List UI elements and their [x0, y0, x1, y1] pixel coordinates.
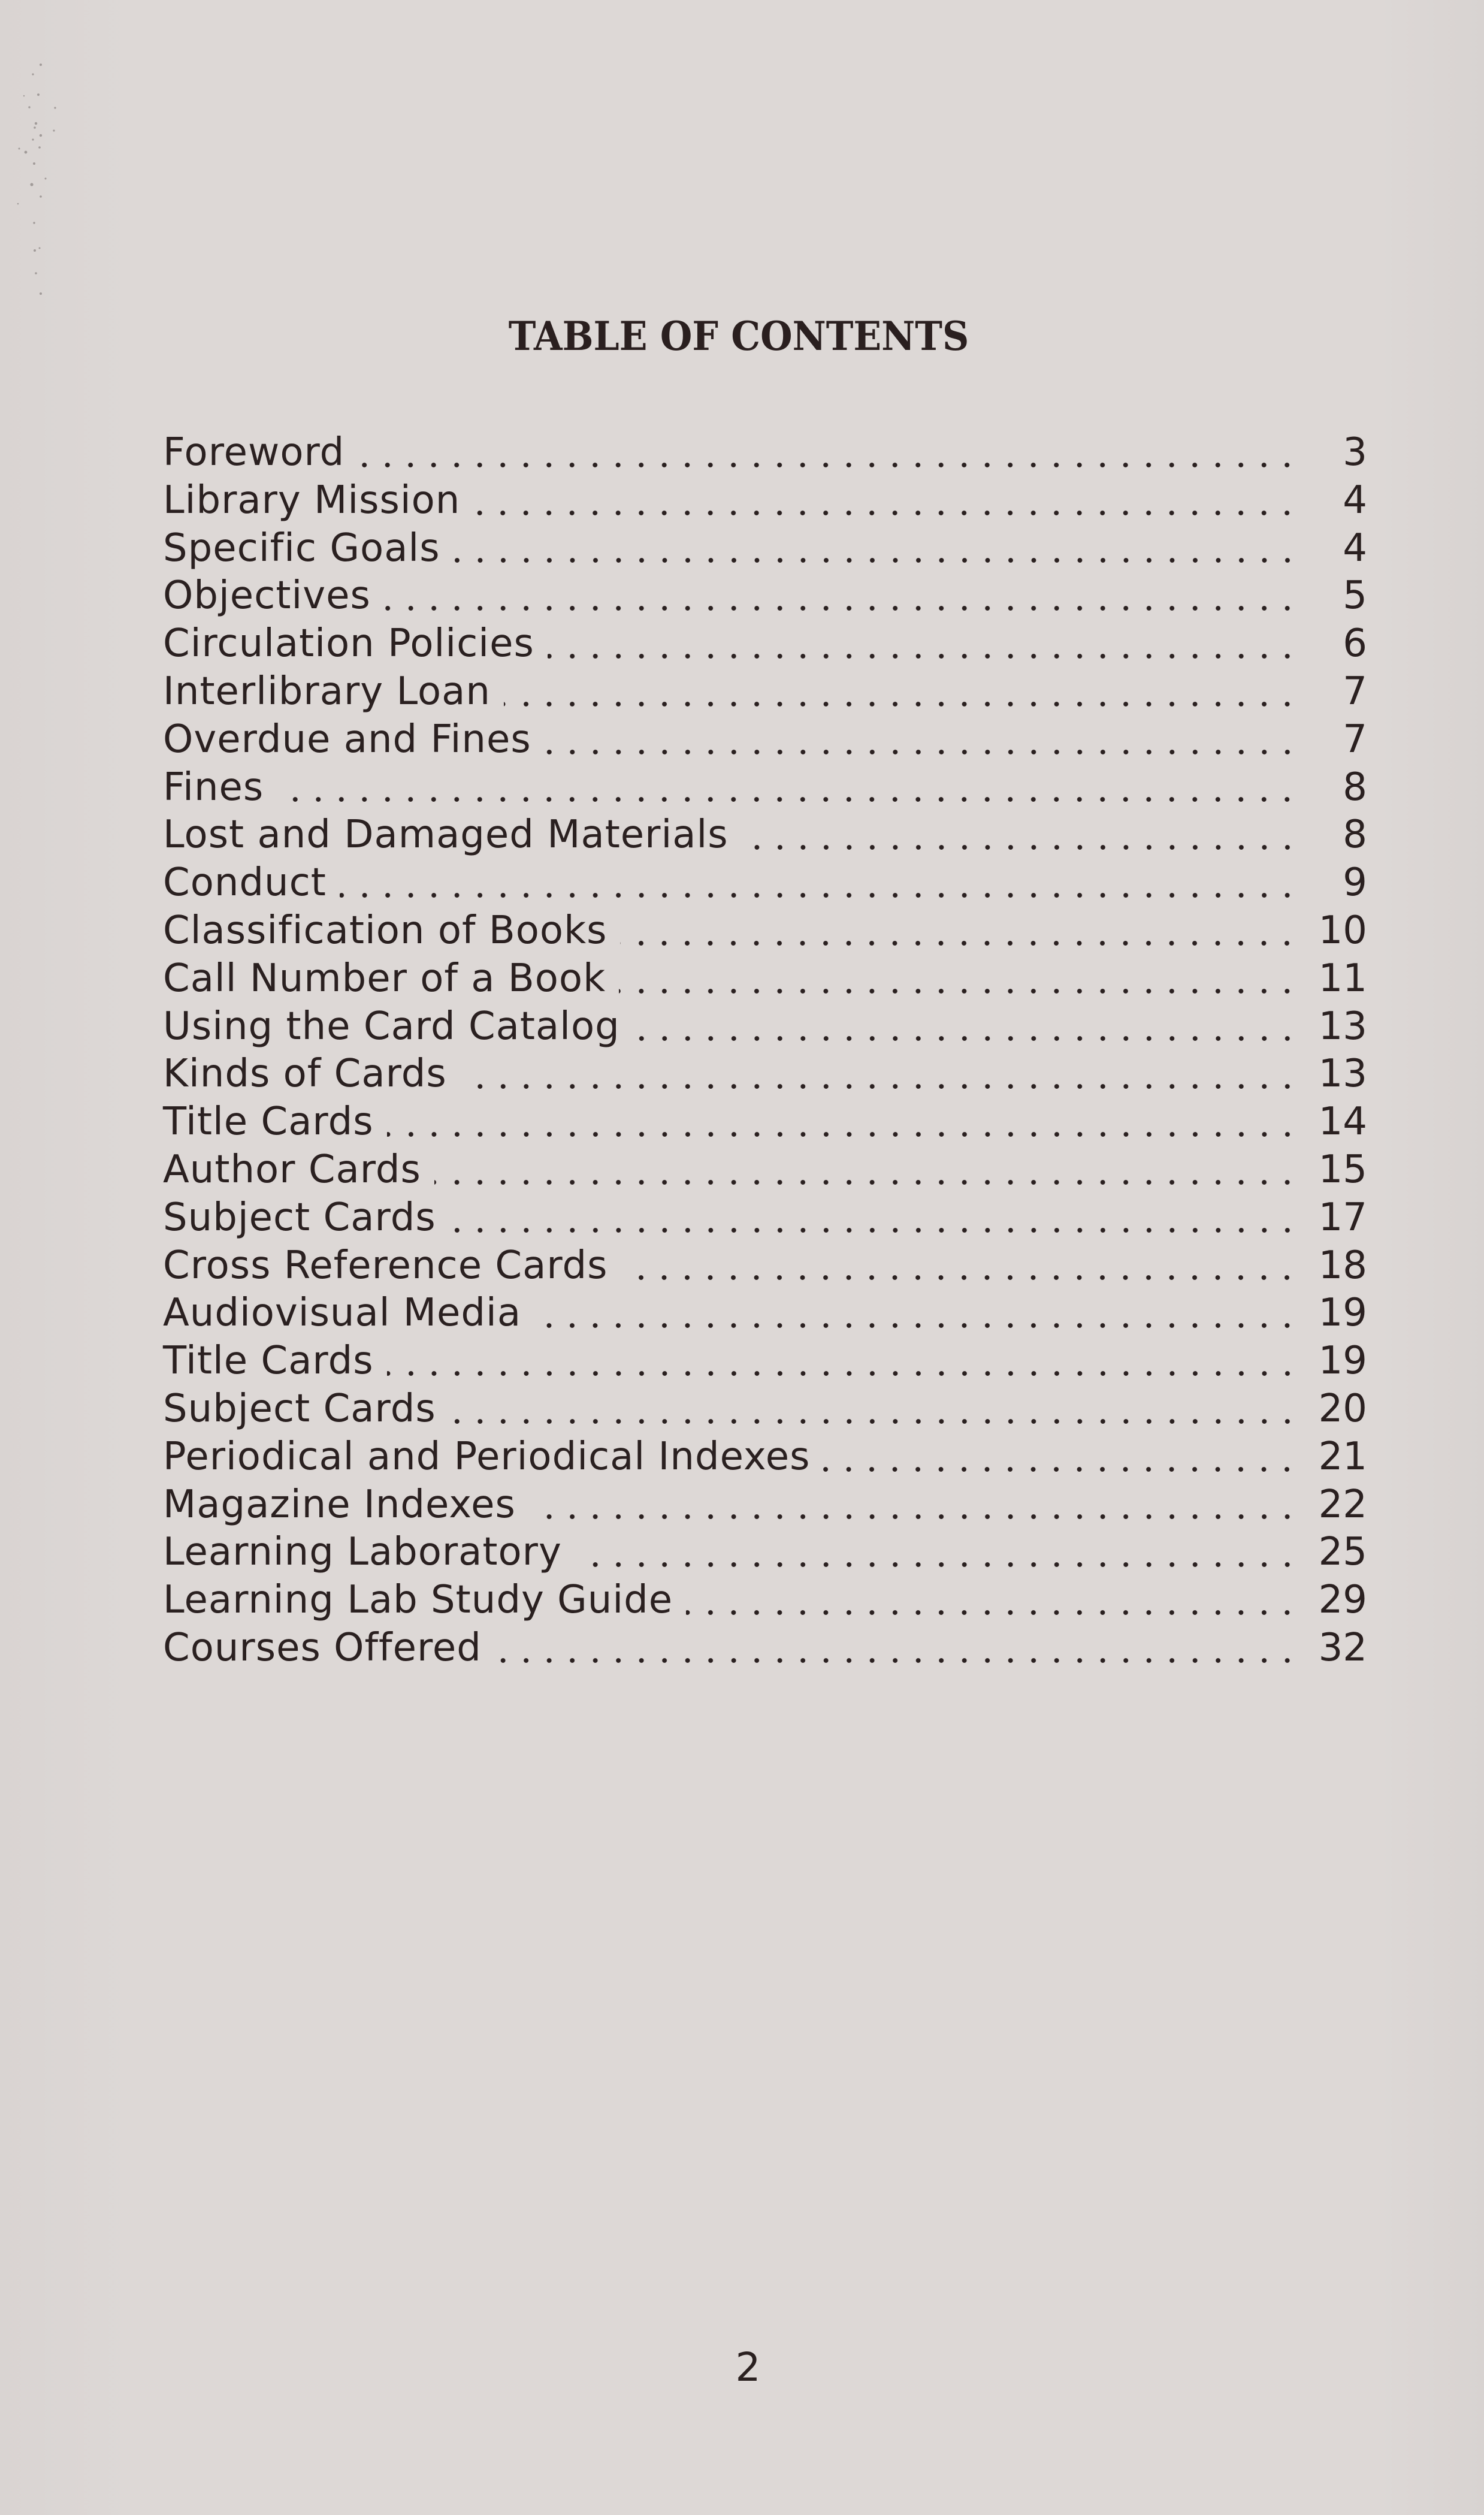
toc-entry-courses-offered: [163, 1626, 1367, 1674]
toc-entry-classification-of-books: [163, 908, 1367, 956]
dot-leader: [742, 843, 1307, 852]
toc-entry-page: 29: [1318, 1578, 1367, 1623]
toc-entry-av-subject-cards: [163, 1387, 1367, 1435]
toc-entry-label: Subject Cards: [163, 1386, 436, 1431]
toc-entry-objectives: [163, 573, 1367, 621]
toc-entry-page: 14: [1318, 1100, 1367, 1145]
dot-leader: [473, 509, 1307, 517]
toc-entry-page: 13: [1318, 1052, 1367, 1097]
toc-entry-label: Using the Card Catalog: [163, 1004, 620, 1049]
dot-leader: [548, 652, 1307, 660]
toc-entry-label: Classification of Books: [163, 908, 607, 953]
toc-entry-page: 32: [1318, 1625, 1367, 1670]
toc-entry-page: 20: [1318, 1386, 1367, 1431]
toc-entry-fines: [163, 765, 1367, 813]
toc-entry-page: 4: [1343, 478, 1367, 523]
toc-entry-lost-and-damaged-materials: [163, 813, 1367, 861]
toc-entry-cross-reference-cards: [163, 1243, 1367, 1291]
toc-entry-page: 22: [1318, 1482, 1367, 1527]
toc-entry-page: 17: [1318, 1195, 1367, 1240]
toc-entry-av-title-cards: [163, 1339, 1367, 1387]
dot-leader: [449, 1226, 1307, 1234]
toc-entry-page: 19: [1318, 1339, 1367, 1384]
toc-entry-label: Author Cards: [163, 1147, 421, 1192]
toc-entry-overdue-and-fines: [163, 717, 1367, 765]
toc-entry-page: 13: [1318, 1004, 1367, 1049]
toc-entry-label: Call Number of a Book: [163, 956, 606, 1001]
toc-entry-label: Lost and Damaged Materials: [163, 813, 729, 858]
toc-entry-magazine-indexes: [163, 1483, 1367, 1530]
toc-entry-learning-laboratory: [163, 1530, 1367, 1578]
dot-leader: [686, 1608, 1307, 1617]
dot-leader: [529, 1512, 1307, 1521]
toc-entry-periodical-and-periodical-indexes: [163, 1435, 1367, 1483]
toc-entry-author-cards: [163, 1148, 1367, 1195]
toc-entry-library-mission: [163, 478, 1367, 526]
table-of-contents: [163, 430, 1367, 1674]
dot-leader: [621, 1273, 1307, 1282]
page-number: 2: [735, 2344, 761, 2390]
toc-entry-label: Subject Cards: [163, 1195, 436, 1240]
toc-entry-interlibrary-loan: [163, 669, 1367, 717]
toc-entry-label: Specific Goals: [163, 526, 440, 570]
toc-entry-page: 7: [1343, 669, 1367, 714]
dot-leader: [384, 604, 1307, 612]
toc-entry-label: Objectives: [163, 573, 371, 618]
toc-entry-subject-cards: [163, 1195, 1367, 1243]
toc-entry-page: 3: [1343, 430, 1367, 475]
dot-leader: [358, 461, 1307, 469]
toc-entry-page: 18: [1318, 1243, 1367, 1288]
toc-entry-conduct: [163, 861, 1367, 908]
toc-entry-page: 9: [1343, 861, 1367, 905]
toc-entry-page: 15: [1318, 1147, 1367, 1192]
toc-entry-label: Overdue and Fines: [163, 717, 531, 762]
dot-leader: [823, 1465, 1307, 1474]
toc-entry-title-cards: [163, 1100, 1367, 1148]
dot-leader: [504, 700, 1307, 708]
page-title: TABLE OF CONTENTS: [508, 313, 969, 360]
dot-leader: [449, 1417, 1307, 1426]
toc-entry-label: Audiovisual Media: [163, 1291, 522, 1336]
toc-entry-label: Periodical and Periodical Indexes: [163, 1434, 811, 1479]
toc-entry-specific-goals: [163, 526, 1367, 574]
toc-entry-label: Foreword: [163, 430, 345, 475]
dot-leader: [434, 1178, 1307, 1186]
toc-entry-using-the-card-catalog: [163, 1004, 1367, 1052]
scan-speckle-marks: [0, 60, 66, 312]
toc-entry-label: Magazine Indexes: [163, 1482, 516, 1527]
toc-entry-page: 7: [1343, 717, 1367, 762]
toc-entry-page: 8: [1343, 765, 1367, 810]
dot-leader: [534, 1321, 1307, 1330]
toc-entry-label: Title Cards: [163, 1100, 374, 1145]
toc-entry-label: Title Cards: [163, 1339, 374, 1384]
dot-leader: [575, 1560, 1307, 1569]
toc-entry-label: Kinds of Cards: [163, 1052, 447, 1097]
toc-entry-label: Cross Reference Cards: [163, 1243, 608, 1288]
dot-leader: [495, 1656, 1307, 1665]
toc-entry-page: 4: [1343, 526, 1367, 570]
toc-entry-label: Circulation Policies: [163, 621, 534, 666]
toc-entry-page: 25: [1318, 1530, 1367, 1575]
toc-entry-page: 5: [1343, 573, 1367, 618]
toc-entry-label: Learning Laboratory: [163, 1530, 562, 1575]
toc-entry-page: 21: [1318, 1434, 1367, 1479]
toc-entry-audiovisual-media: [163, 1291, 1367, 1339]
toc-entry-call-number-of-a-book: [163, 956, 1367, 1004]
toc-entry-page: 8: [1343, 813, 1367, 858]
dot-leader: [387, 1130, 1307, 1139]
toc-entry-label: Courses Offered: [163, 1625, 482, 1670]
dot-leader: [633, 1034, 1307, 1043]
toc-entry-label: Interlibrary Loan: [163, 669, 491, 714]
toc-entry-label: Learning Lab Study Guide: [163, 1578, 673, 1623]
toc-entry-page: 10: [1318, 908, 1367, 953]
toc-entry-page: 19: [1318, 1291, 1367, 1336]
toc-entry-kinds-of-cards: [163, 1052, 1367, 1100]
dot-leader: [460, 1082, 1307, 1091]
dot-leader: [340, 891, 1307, 899]
dot-leader: [620, 939, 1307, 947]
dot-leader: [619, 987, 1307, 995]
toc-entry-label: Library Mission: [163, 478, 461, 523]
toc-entry-label: Fines: [163, 765, 264, 810]
toc-entry-foreword: [163, 430, 1367, 478]
dot-leader: [387, 1369, 1307, 1378]
toc-entry-page: 6: [1343, 621, 1367, 666]
toc-entry-circulation-policies: [163, 621, 1367, 669]
toc-entry-learning-lab-study-guide: [163, 1578, 1367, 1626]
dot-leader: [545, 748, 1307, 756]
toc-entry-page: 11: [1318, 956, 1367, 1001]
dot-leader: [277, 795, 1307, 804]
dot-leader: [454, 556, 1307, 564]
toc-entry-label: Conduct: [163, 861, 327, 905]
